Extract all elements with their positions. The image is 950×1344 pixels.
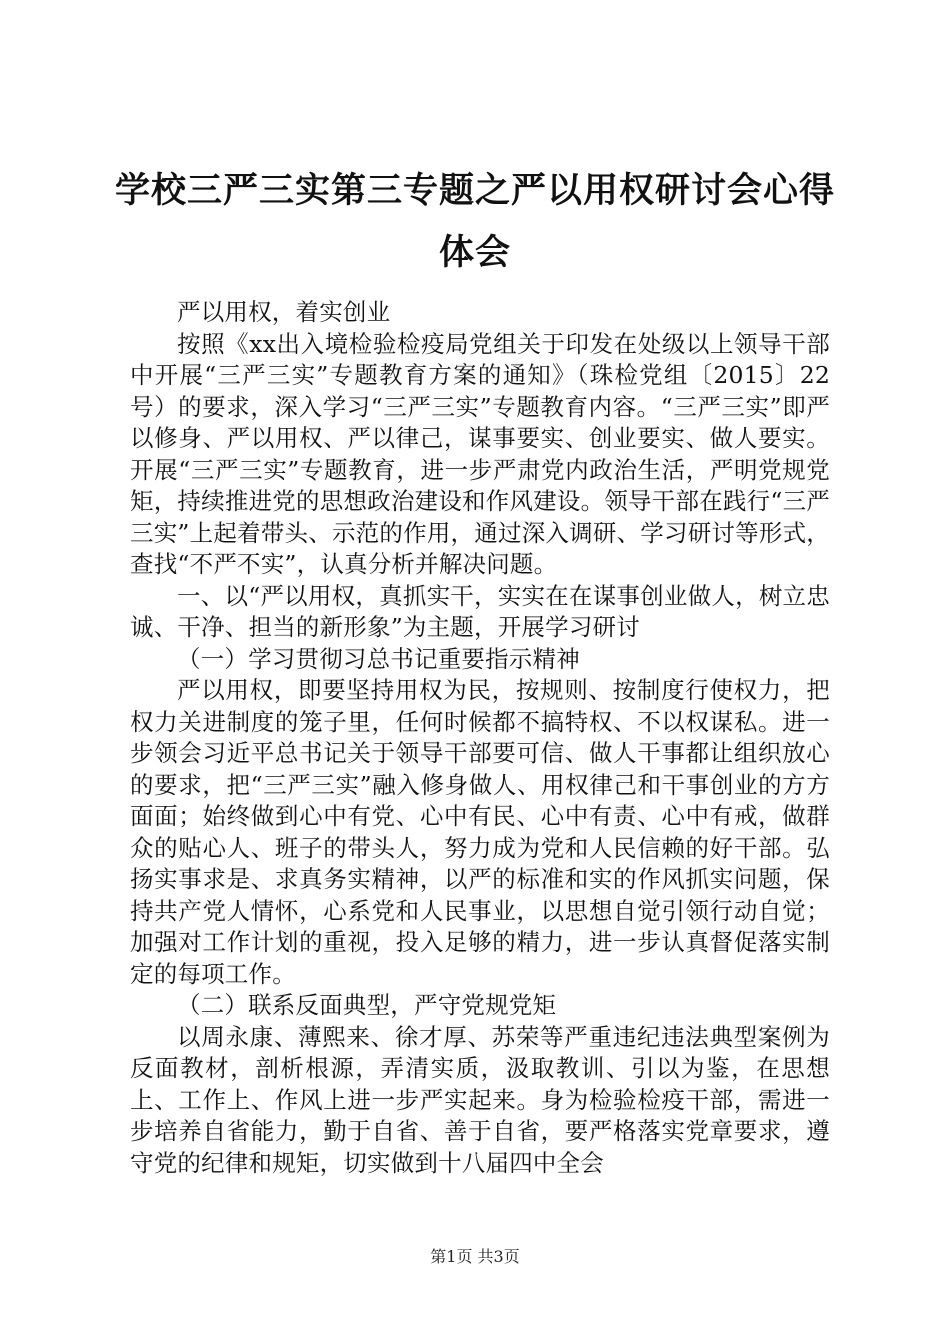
- paragraph-body-2: 以周永康、薄熙来、徐才厚、苏荣等严重违纪违法典型案例为反面教材，剖析根源，弄清实质，汲取教训、引以为鉴，在思想上、工作上、作风上进一步严实起来。身为检验检疫干部，需进一步培养自省能力，勤于自省、善于自省，要严格落实党章要求，遵守党的纪律和规矩，切实做到十八届四中全会: [130, 1022, 830, 1177]
- section-heading-1: 一、以“严以用权，真抓实干，实实在在谋事创业做人，树立忠诚、干净、担当的新形象”为主题，开展学习研讨: [130, 581, 830, 641]
- subsection-heading-2: （二）联系反面典型，严守党规党矩: [177, 991, 557, 1019]
- page-number-footer: 第1页 共3页: [430, 1247, 520, 1266]
- subsection-heading-1: （一）学习贯彻习总书记重要指示精神: [177, 644, 580, 673]
- paragraph-body-1: 严以用权，即要坚持用权为民，按规则、按制度行使权力，把权力关进制度的笼子里，任何时候都不搞特权、不以权谋私。进一步领会习近平总书记关于领导干部要可信、做人干事都让组织放心的要求，把“三严三实”融入修身做人、用权律己和干事创业的方方面面；始终做到心中有党、心中有民、心中有责、心中有戒，做群众的贴心人、班子的带头人，努力成为党和人民信赖的好干部。弘扬实事求是、求真务实精神，以严的标准和实的作风抓实问题，保持共产党人情怀，心系党和人民事业，以思想自觉引领行动自觉；加强对工作计划的重视，投入足够的精力，进一步认真督促落实制定的每项工作。: [130, 676, 830, 988]
- paragraph-subtitle: 严以用权，着实创业: [177, 298, 391, 326]
- document-body: [130, 297, 830, 1179]
- paragraph-intro: 按照《xx出入境检验检疫局党组关于印发在处级以上领导干部中开展“三严三实”专题教育方案的通知》（珠检党组〔2015〕22号）的要求，深入学习“三严三实”专题教育内容。“三严三实”即严以修身、严以用权、严以律己，谋事要实、创业要实、做人要实。开展“三严三实”专题教育，进一步严肃党内政治生活，严明党规党矩，持续推进党的思想政治建设和作风建设。领导干部在践行“三严三实”上起着带头、示范的作用，通过深入调研、学习研讨等形式，查找“不严不实”，认真分析并解决问题。: [130, 329, 830, 578]
- document-title: 学校三严三实第三专题之严以用权研讨会心得体会: [114, 171, 835, 273]
